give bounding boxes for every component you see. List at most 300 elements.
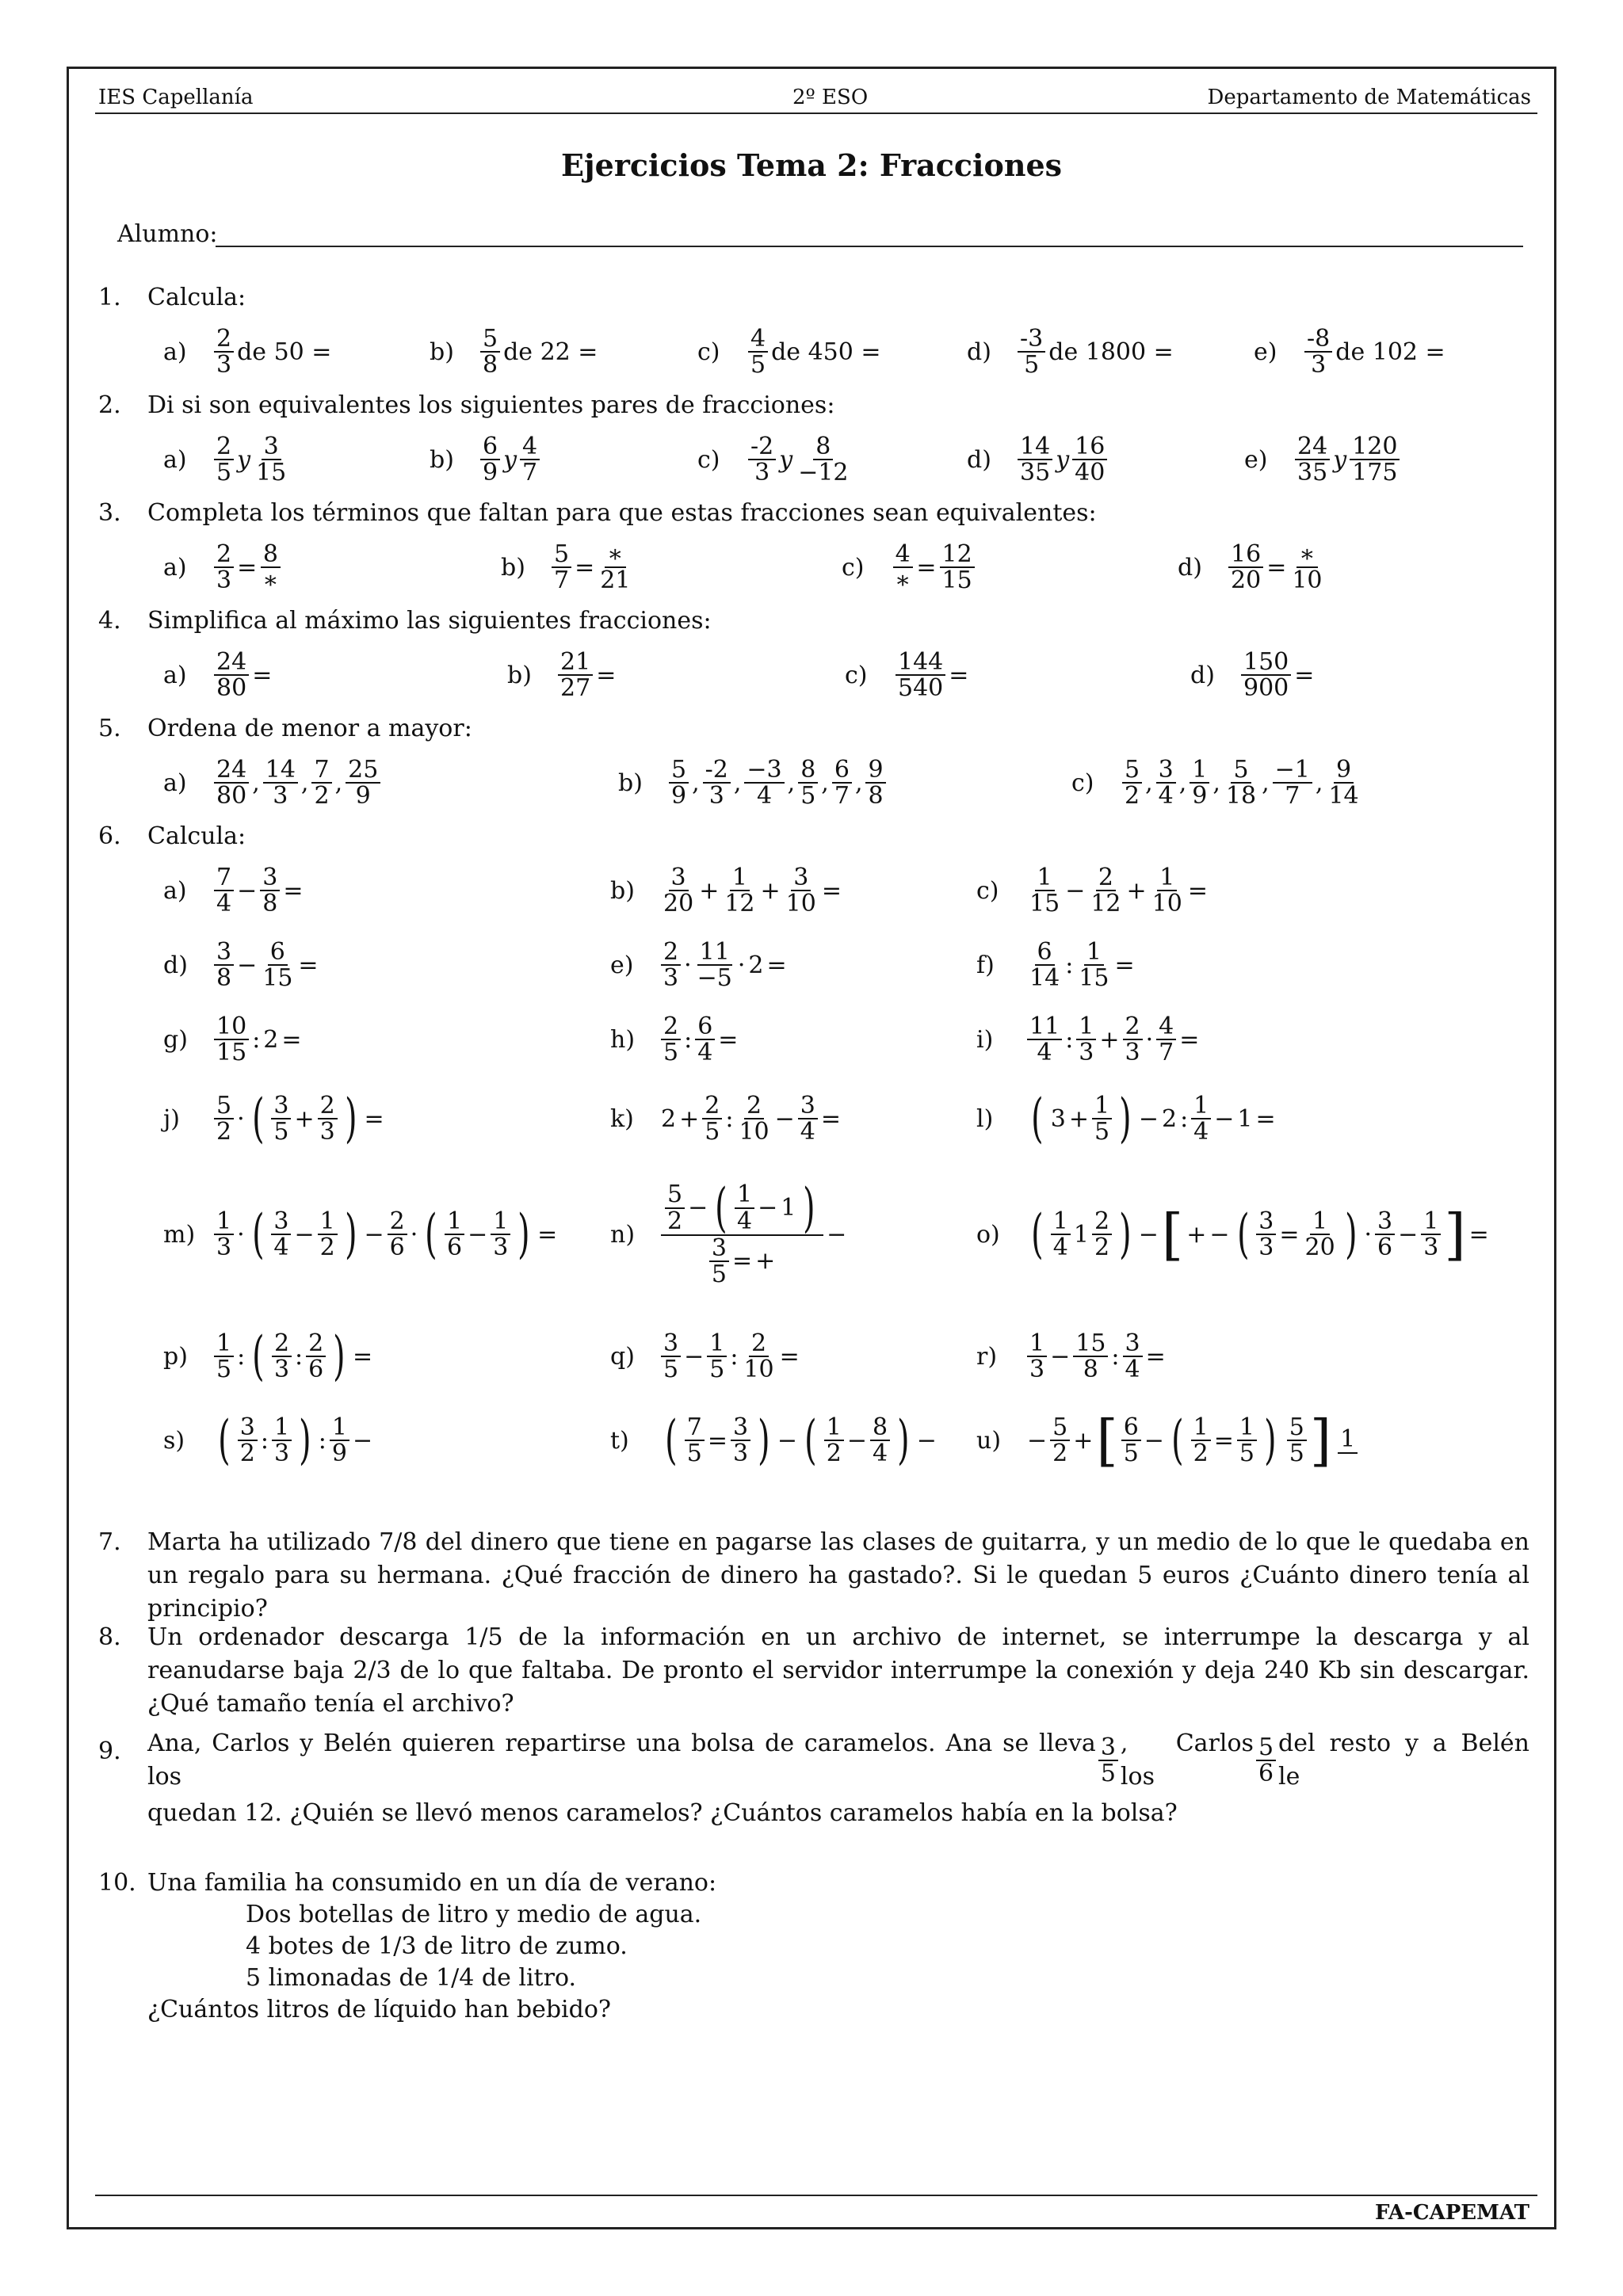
numerator: 8: [798, 757, 818, 784]
item-label: b): [501, 553, 525, 582]
item-label: a): [163, 661, 187, 689]
numerator: 5: [1050, 1415, 1070, 1442]
denominator: 3: [1125, 1039, 1140, 1066]
fraction: [1237, 1415, 1257, 1466]
fraction: [1018, 434, 1052, 486]
problem-text: quedan 12. ¿Quién se llevó menos caramelos? ¿Cuántos caramelos había en la bolsa?: [147, 1799, 1178, 1827]
denominator: 15: [262, 964, 293, 992]
denominator: 6: [1258, 1760, 1274, 1787]
operator: −: [1138, 1104, 1159, 1133]
numerator: 3: [709, 1236, 729, 1263]
denominator: 8: [483, 351, 498, 379]
denominator: −12: [798, 459, 849, 486]
denominator: 12: [1090, 890, 1121, 917]
numerator: 3: [1256, 1209, 1276, 1236]
fraction: [558, 647, 593, 702]
y-word: y: [1333, 445, 1347, 474]
operator: =: [1114, 951, 1135, 979]
numerator: 3: [661, 1331, 681, 1358]
denominator: 9: [483, 459, 498, 486]
denominator: 2: [314, 782, 330, 810]
item-row: [0, 1203, 1623, 1266]
denominator: 4: [1125, 1356, 1140, 1383]
item-label: d): [967, 338, 991, 366]
denominator: 3: [754, 459, 770, 486]
denominator: 9: [355, 782, 371, 810]
question-text: Ordena de menor a mayor:: [147, 715, 472, 742]
denominator: 5: [1239, 1440, 1254, 1467]
numerator: 3: [791, 865, 811, 892]
item-row: [0, 428, 1623, 491]
operator: −: [688, 1193, 708, 1222]
item-label: c): [845, 661, 868, 689]
question-number: 6.: [98, 822, 121, 850]
operator: =: [281, 1025, 302, 1054]
fraction: [1224, 757, 1258, 809]
denominator: 540: [898, 674, 944, 702]
question-text: Di si son equivalentes los siguientes pares de fracciones:: [147, 391, 835, 419]
numerator: 1: [1092, 1093, 1112, 1120]
denominator: 3: [273, 1440, 290, 1467]
denominator: 14: [1328, 782, 1359, 810]
denominator: 3: [708, 782, 724, 810]
item-text: de 450 =: [771, 338, 881, 366]
fraction: [1421, 1209, 1441, 1261]
numerator: 2: [214, 542, 234, 569]
expression: [1016, 326, 1175, 378]
item-label: a): [163, 553, 187, 582]
fraction: [263, 757, 298, 809]
denominator: 18: [1225, 782, 1257, 810]
operator: :: [1180, 1104, 1189, 1133]
denominator: 3: [663, 964, 679, 992]
numerator: 3: [1156, 757, 1176, 784]
item-label: e): [1254, 338, 1277, 366]
denominator: 3: [273, 782, 288, 810]
numerator: 1: [214, 1331, 234, 1358]
operator: ,: [1212, 769, 1220, 797]
fraction: [1303, 1209, 1338, 1261]
fraction: [1050, 1415, 1070, 1466]
denominator: 2: [216, 1118, 232, 1146]
numerator: -3: [1018, 326, 1045, 353]
operator: +: [1099, 1025, 1120, 1054]
item-label: e): [1244, 445, 1268, 474]
operator: 1: [1237, 1104, 1253, 1133]
fraction: [865, 757, 885, 809]
item-label: c): [697, 338, 720, 366]
denominator: 10: [1151, 890, 1182, 917]
denominator: 15: [1029, 890, 1060, 917]
item-label: b): [507, 661, 532, 689]
denominator: 5: [663, 1356, 679, 1383]
numerator: 1: [1191, 1093, 1211, 1120]
expression: [1025, 1202, 1491, 1267]
fraction: [1092, 1093, 1112, 1145]
operator: −: [364, 1220, 384, 1249]
numerator: 2: [744, 1093, 764, 1120]
question-text: Completa los términos que faltan para que estas fracciones sean equivalentes:: [147, 499, 1097, 527]
denominator: 5: [216, 459, 232, 486]
expression: [1121, 757, 1363, 809]
denominator: 6: [389, 1234, 405, 1261]
numerator: 3: [260, 865, 280, 892]
numerator: 9: [1334, 757, 1354, 784]
denominator: 5: [1100, 1760, 1116, 1787]
fraction: [1191, 1415, 1211, 1466]
bracket: (: [251, 1088, 265, 1149]
numerator: −3: [744, 757, 784, 784]
exercise-item: [618, 751, 888, 814]
fraction: [1073, 1331, 1108, 1383]
question-number: 4.: [98, 607, 121, 635]
numerator: 14: [263, 757, 298, 784]
operator: −: [774, 1104, 795, 1133]
fraction: [669, 757, 689, 809]
item-label: b): [618, 769, 643, 797]
operator: 1: [781, 1193, 796, 1222]
bracket: ): [344, 1203, 357, 1264]
item-label: p): [163, 1342, 188, 1371]
fraction: [214, 326, 234, 378]
question-text: Calcula:: [147, 822, 246, 850]
operator: ,: [334, 769, 343, 797]
expression: [1025, 1014, 1201, 1066]
exercise-item: [976, 859, 1209, 922]
expression: [212, 326, 333, 378]
exercise-item: [976, 1087, 1277, 1150]
fraction: [1256, 1209, 1276, 1261]
y-word: y: [237, 445, 251, 474]
operator: +: [1186, 1220, 1207, 1249]
operator: =: [949, 661, 969, 689]
operator: 2: [661, 1104, 677, 1133]
item-label: b): [430, 338, 454, 366]
denominator: 3: [493, 1234, 509, 1261]
exercise-item: [1244, 428, 1401, 491]
denominator: 4: [736, 1207, 753, 1235]
exercise-item: [507, 643, 617, 707]
numerator: 3: [271, 1209, 291, 1236]
operator: ,: [1315, 769, 1323, 797]
numerator: 2: [1123, 1014, 1143, 1041]
operator: ·: [410, 1220, 418, 1249]
numerator: 5: [552, 542, 571, 569]
operator: +: [294, 1104, 315, 1133]
exercise-item: [1178, 536, 1327, 599]
item-label: c): [842, 553, 865, 582]
denominator: 20: [1304, 1234, 1335, 1261]
numerator: -2: [748, 434, 776, 461]
exercise-item: [842, 536, 976, 599]
operator: ,: [821, 769, 829, 797]
fraction: [1027, 937, 1062, 992]
numerator: 1: [272, 1415, 292, 1442]
fraction: [1018, 326, 1045, 378]
denominator: 27: [560, 674, 591, 702]
bracket: ): [1264, 1409, 1277, 1470]
y-word: y: [1056, 445, 1070, 474]
item-label: c): [1071, 769, 1094, 797]
numerator: 12: [940, 542, 975, 569]
denominator: 175: [1352, 459, 1398, 486]
numerator: 120: [1350, 434, 1400, 461]
y-word: y: [779, 445, 793, 474]
expression: [1303, 326, 1447, 378]
fraction: [1289, 542, 1324, 593]
expression: [894, 647, 970, 702]
denominator: 5: [686, 1440, 702, 1467]
fraction: [892, 542, 913, 593]
operator: −: [827, 1220, 847, 1249]
fraction: [1326, 757, 1361, 809]
operator: :: [260, 1426, 269, 1455]
bracket: ): [803, 1177, 815, 1238]
denominator: 2: [826, 1440, 842, 1467]
expression: [1025, 1088, 1277, 1149]
item-row: [0, 643, 1623, 707]
operator: 2: [1161, 1104, 1178, 1133]
item-label: i): [976, 1025, 994, 1054]
exercise-item: [976, 1409, 1362, 1472]
item-row: [0, 1409, 1623, 1472]
fraction: [1350, 434, 1400, 486]
numerator: 16: [1228, 542, 1263, 569]
denominator: 6: [1377, 1234, 1393, 1261]
problem-number: 8.: [98, 1623, 121, 1651]
item-label: d): [163, 951, 188, 979]
bracket: (: [1031, 1203, 1044, 1264]
denominator: 3: [1311, 351, 1327, 379]
numerator: 2: [661, 940, 681, 967]
operator: −: [777, 1426, 797, 1455]
operator: =: [237, 553, 258, 582]
operator: =: [364, 1104, 384, 1133]
item-label: a): [163, 876, 187, 905]
numerator: −1: [1273, 757, 1312, 784]
fraction: [1295, 434, 1330, 486]
fraction: [1190, 757, 1209, 809]
denominator: ∗: [262, 566, 279, 594]
fraction: [1123, 1014, 1143, 1066]
denominator: 5: [800, 782, 816, 810]
denominator: 6: [447, 1234, 463, 1261]
numerator: 1: [1237, 1415, 1257, 1442]
operator: =: [353, 1342, 373, 1371]
item-row: [0, 320, 1623, 383]
item-label: h): [610, 1025, 636, 1054]
fraction: [520, 434, 540, 486]
operator: =: [821, 876, 842, 905]
numerator: 1: [214, 1209, 234, 1236]
operator: =: [718, 1025, 739, 1054]
numerator: 1: [707, 1331, 727, 1358]
numerator: 1: [1027, 1331, 1047, 1358]
operator: :: [318, 1426, 327, 1455]
numerator: 2: [272, 1331, 292, 1358]
operator: =: [1187, 876, 1208, 905]
problem-question: ¿Cuántos litros de líquido han bebido?: [147, 1996, 611, 2023]
numerator: 1: [1190, 757, 1209, 784]
operator: −: [916, 1426, 937, 1455]
fraction: [1287, 1415, 1307, 1466]
denominator: 4: [273, 1234, 289, 1261]
operator: −: [1065, 876, 1086, 905]
expression: [1025, 1408, 1362, 1473]
denominator: 10: [739, 1118, 769, 1146]
exercise-item: [697, 320, 883, 383]
fraction: [480, 326, 500, 378]
denominator: 10: [743, 1356, 774, 1383]
fraction: [214, 757, 249, 809]
numerator: 2: [306, 1331, 326, 1358]
fraction: [1121, 1415, 1141, 1466]
denominator: 2: [1094, 1234, 1110, 1261]
denominator: 4: [756, 782, 773, 810]
fraction: [744, 757, 784, 809]
numerator: 1: [1084, 940, 1104, 967]
numerator: 4: [748, 326, 768, 353]
footer-rule: [95, 2195, 1537, 2196]
operator: −: [684, 1342, 705, 1371]
exercise-item: [430, 320, 599, 383]
item-label: l): [976, 1104, 994, 1133]
footer-code: FA-CAPEMAT: [1374, 2201, 1529, 2225]
operator: =: [1255, 1104, 1276, 1133]
denominator: 4: [1037, 1039, 1052, 1066]
bracket: ): [517, 1203, 530, 1264]
numerator: 3: [262, 434, 281, 461]
denominator: 7: [554, 566, 570, 594]
header-school: IES Capellanía: [98, 86, 254, 109]
numerator: 3: [1375, 1209, 1395, 1236]
fraction: [1338, 1427, 1358, 1454]
operator: :: [730, 1342, 739, 1371]
question-number: 2.: [98, 391, 121, 419]
numerator: 3: [238, 1415, 258, 1442]
item-text: de 1800 =: [1048, 338, 1174, 366]
bracket: (: [252, 1325, 265, 1386]
numerator: 144: [896, 650, 945, 677]
denominator: 5: [1024, 351, 1040, 379]
expression: [1293, 434, 1401, 486]
denominator: 3: [1423, 1234, 1439, 1261]
denominator: 5: [711, 1261, 727, 1288]
item-label: j): [163, 1104, 181, 1133]
denominator: 8: [1083, 1356, 1098, 1383]
text: , Carlos los: [1120, 1730, 1254, 1791]
exercise-item: [697, 428, 853, 491]
fraction: [798, 757, 818, 809]
question-number: 1.: [98, 284, 121, 311]
item-label: f): [976, 951, 995, 979]
denominator: 4: [697, 1039, 713, 1066]
expression: [212, 757, 382, 809]
item-label: u): [976, 1426, 1002, 1455]
fraction: [1027, 865, 1062, 917]
denominator: 9: [1192, 782, 1208, 810]
operator: ·: [1145, 1025, 1154, 1054]
numerator: 1: [1076, 1014, 1096, 1041]
numerator: 5: [1256, 1735, 1276, 1762]
numerator: 15: [1073, 1331, 1108, 1358]
fraction: [896, 647, 945, 702]
header-department: Departamento de Matemáticas: [1207, 86, 1531, 109]
numerator: 3: [798, 1093, 818, 1120]
fraction: [552, 542, 571, 593]
denominator: 5: [1123, 1440, 1139, 1467]
expression: [556, 647, 617, 702]
operator: =: [1179, 1025, 1200, 1054]
denominator: 4: [1193, 1118, 1209, 1146]
operator: =: [1266, 553, 1287, 582]
numerator: 1: [1338, 1427, 1358, 1454]
expression: [1025, 1331, 1167, 1383]
numerator: 1: [330, 1415, 349, 1442]
numerator: 3: [271, 1093, 291, 1120]
denominator: 3: [273, 1356, 290, 1383]
operator: −: [1214, 1104, 1235, 1133]
fraction: [1027, 1331, 1047, 1383]
numerator: 8: [261, 542, 281, 569]
bracket: (: [715, 1177, 727, 1238]
question-number: 5.: [98, 715, 121, 742]
operator: ,: [787, 769, 796, 797]
exercise-item: [976, 933, 1136, 997]
numerator: 1: [1310, 1209, 1330, 1236]
numerator: 1: [824, 1415, 844, 1442]
exercise-item: [1254, 320, 1447, 383]
denominator: 9: [671, 782, 687, 810]
fraction: [1375, 1209, 1395, 1261]
fraction: [311, 757, 331, 809]
bracket: (: [1171, 1409, 1184, 1470]
operator: =: [1279, 1220, 1300, 1249]
exercise-item: [845, 643, 970, 707]
exercise-item: [1071, 751, 1363, 814]
exercise-item: [163, 643, 273, 707]
exercise-item: [163, 320, 333, 383]
bracket: [: [1096, 1408, 1118, 1473]
item-label: d): [967, 445, 991, 474]
operator: −: [1144, 1426, 1164, 1455]
expression: [1239, 647, 1316, 702]
bracket: ): [1119, 1088, 1132, 1149]
y-word: y: [503, 445, 517, 474]
denominator: 3: [732, 1440, 749, 1467]
item-label: d): [1178, 553, 1202, 582]
numerator: 6: [832, 757, 852, 784]
item-label: q): [610, 1342, 635, 1371]
expression: [212, 542, 283, 593]
item-row: [0, 859, 1623, 922]
numerator: 11: [697, 940, 732, 967]
denominator: 5: [705, 1118, 720, 1146]
numerator: 2: [702, 1093, 722, 1120]
numerator: 5: [1231, 757, 1251, 784]
fraction: [1076, 1014, 1096, 1066]
fraction: [1076, 937, 1111, 992]
operator: +: [1073, 1426, 1094, 1455]
bracket: (: [804, 1409, 817, 1470]
numerator: 3: [669, 865, 689, 892]
denominator: 80: [216, 674, 247, 702]
numerator: 5: [1287, 1415, 1307, 1442]
denominator: 80: [216, 782, 247, 810]
question-number: 3.: [98, 499, 121, 527]
item-label: c): [697, 445, 720, 474]
fraction: [214, 542, 234, 593]
